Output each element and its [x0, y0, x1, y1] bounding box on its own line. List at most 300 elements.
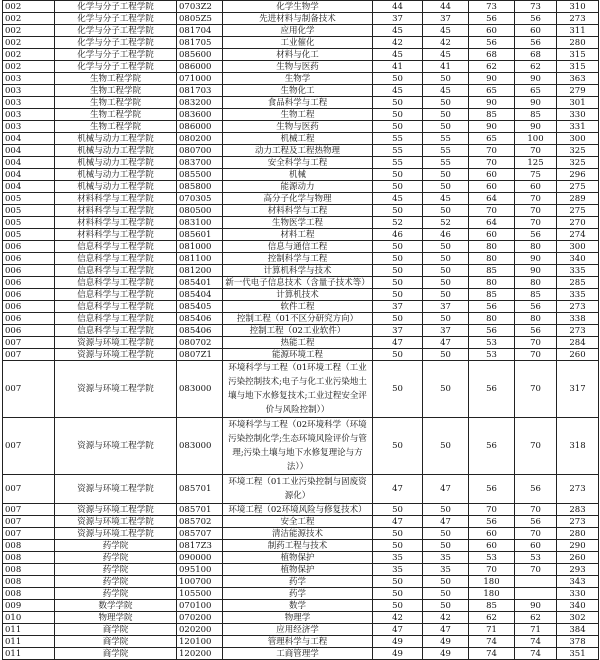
major-name-cell: 药学 [223, 576, 373, 588]
major-code-cell: 086000 [177, 61, 223, 73]
foreign-language-score-cell: 46 [423, 229, 469, 241]
college-code-cell: 007 [3, 516, 55, 528]
major-name-cell: 热能工程 [223, 337, 373, 349]
subject-two-score-cell: 80 [515, 277, 557, 289]
major-name-cell: 药学 [223, 588, 373, 600]
total-score-cell: 280 [557, 37, 599, 49]
college-code-cell: 004 [3, 133, 55, 145]
college-name-cell: 机械与动力工程学院 [55, 181, 177, 193]
foreign-language-score-cell: 55 [423, 157, 469, 169]
politics-score-cell: 47 [373, 475, 423, 504]
major-name-cell: 环境科学与工程（01环境工程（工业污染控制技术;电子与化工业污染地土壤与地下水修复技术;工业过程安全评价与风险控制）） [223, 361, 373, 418]
politics-score-cell: 50 [373, 418, 423, 475]
subject-one-score-cell: 80 [469, 253, 515, 265]
subject-one-score-cell: 62 [469, 61, 515, 73]
foreign-language-score-cell: 45 [423, 49, 469, 61]
college-code-cell: 005 [3, 217, 55, 229]
politics-score-cell: 44 [373, 1, 423, 13]
subject-two-score-cell: 70 [515, 349, 557, 361]
subject-one-score-cell: 64 [469, 217, 515, 229]
subject-two-score-cell: 68 [515, 49, 557, 61]
major-name-cell: 高分子化学与物理 [223, 193, 373, 205]
major-code-cell: 083100 [177, 217, 223, 229]
college-name-cell: 信息科学与工程学院 [55, 301, 177, 313]
politics-score-cell: 35 [373, 564, 423, 576]
subject-one-score-cell: 70 [469, 504, 515, 516]
major-name-cell: 环境工程（01工业污染控制与固废资源化） [223, 475, 373, 504]
foreign-language-score-cell: 37 [423, 13, 469, 25]
total-score-cell: 318 [557, 418, 599, 475]
college-code-cell: 008 [3, 576, 55, 588]
politics-score-cell: 50 [373, 109, 423, 121]
total-score-cell: 378 [557, 636, 599, 648]
major-code-cell: 120200 [177, 648, 223, 660]
foreign-language-score-cell: 44 [423, 1, 469, 13]
table-row [3, 277, 599, 289]
table-row [3, 85, 599, 97]
total-score-cell: 274 [557, 229, 599, 241]
total-score-cell: 260 [557, 349, 599, 361]
politics-score-cell: 45 [373, 25, 423, 37]
politics-score-cell: 50 [373, 73, 423, 85]
college-name-cell: 化学与分子工程学院 [55, 61, 177, 73]
college-code-cell: 008 [3, 540, 55, 552]
major-name-cell: 材料科学与工程 [223, 205, 373, 217]
total-score-cell: 340 [557, 600, 599, 612]
subject-one-score-cell: 56 [469, 361, 515, 418]
subject-two-score-cell [515, 588, 557, 600]
major-name-cell: 控制工程（01不区分研究方向） [223, 313, 373, 325]
foreign-language-score-cell: 37 [423, 325, 469, 337]
table-row [3, 600, 599, 612]
college-code-cell: 003 [3, 85, 55, 97]
total-score-cell: 310 [557, 1, 599, 13]
foreign-language-score-cell: 42 [423, 37, 469, 49]
foreign-language-score-cell: 50 [423, 349, 469, 361]
subject-one-score-cell: 60 [469, 229, 515, 241]
college-name-cell: 资源与环境工程学院 [55, 528, 177, 540]
foreign-language-score-cell: 50 [423, 277, 469, 289]
major-name-cell: 物理学 [223, 612, 373, 624]
politics-score-cell: 50 [373, 253, 423, 265]
subject-two-score-cell: 71 [515, 624, 557, 636]
total-score-cell: 335 [557, 265, 599, 277]
table-row [3, 516, 599, 528]
total-score-cell: 290 [557, 540, 599, 552]
subject-two-score-cell: 60 [515, 540, 557, 552]
major-code-cell: 0817Z3 [177, 540, 223, 552]
subject-one-score-cell: 80 [469, 277, 515, 289]
total-score-cell: 315 [557, 61, 599, 73]
major-name-cell: 制药工程与技术 [223, 540, 373, 552]
foreign-language-score-cell: 50 [423, 241, 469, 253]
major-code-cell: 085600 [177, 49, 223, 61]
major-code-cell: 020200 [177, 624, 223, 636]
politics-score-cell: 47 [373, 516, 423, 528]
politics-score-cell: 47 [373, 337, 423, 349]
college-name-cell: 材料科学与工程学院 [55, 193, 177, 205]
college-name-cell: 资源与环境工程学院 [55, 361, 177, 418]
table-row [3, 109, 599, 121]
major-code-cell: 081200 [177, 265, 223, 277]
total-score-cell: 363 [557, 73, 599, 85]
politics-score-cell: 49 [373, 636, 423, 648]
table-row [3, 265, 599, 277]
foreign-language-score-cell: 50 [423, 600, 469, 612]
subject-one-score-cell: 53 [469, 552, 515, 564]
subject-one-score-cell: 56 [469, 37, 515, 49]
subject-one-score-cell: 60 [469, 25, 515, 37]
major-code-cell: 090000 [177, 552, 223, 564]
subject-one-score-cell: 85 [469, 600, 515, 612]
politics-score-cell: 42 [373, 612, 423, 624]
foreign-language-score-cell: 37 [423, 301, 469, 313]
college-code-cell: 006 [3, 253, 55, 265]
politics-score-cell: 37 [373, 13, 423, 25]
college-code-cell: 006 [3, 301, 55, 313]
college-name-cell: 信息科学与工程学院 [55, 241, 177, 253]
college-name-cell: 化学与分子工程学院 [55, 1, 177, 13]
total-score-cell: 317 [557, 361, 599, 418]
subject-one-score-cell: 85 [469, 109, 515, 121]
subject-two-score-cell: 90 [515, 600, 557, 612]
major-name-cell: 食品科学与工程 [223, 97, 373, 109]
major-code-cell: 085601 [177, 229, 223, 241]
college-code-cell: 006 [3, 289, 55, 301]
total-score-cell: 325 [557, 157, 599, 169]
college-name-cell: 生物工程学院 [55, 121, 177, 133]
total-score-cell: 293 [557, 564, 599, 576]
college-code-cell: 007 [3, 504, 55, 516]
subject-one-score-cell: 70 [469, 157, 515, 169]
foreign-language-score-cell: 50 [423, 540, 469, 552]
college-code-cell: 006 [3, 241, 55, 253]
subject-two-score-cell: 70 [515, 361, 557, 418]
subject-one-score-cell: 56 [469, 301, 515, 313]
subject-one-score-cell: 80 [469, 241, 515, 253]
table-row [3, 121, 599, 133]
major-code-cell: 0805Z5 [177, 13, 223, 25]
foreign-language-score-cell: 50 [423, 169, 469, 181]
subject-one-score-cell: 60 [469, 169, 515, 181]
subject-two-score-cell: 56 [515, 13, 557, 25]
total-score-cell: 280 [557, 528, 599, 540]
politics-score-cell: 50 [373, 588, 423, 600]
total-score-cell: 285 [557, 277, 599, 289]
college-name-cell: 信息科学与工程学院 [55, 265, 177, 277]
major-code-cell: 080500 [177, 205, 223, 217]
college-code-cell: 004 [3, 145, 55, 157]
total-score-cell: 284 [557, 337, 599, 349]
subject-two-score-cell: 90 [515, 121, 557, 133]
college-name-cell: 机械与动力工程学院 [55, 133, 177, 145]
foreign-language-score-cell: 47 [423, 475, 469, 504]
major-code-cell: 070305 [177, 193, 223, 205]
politics-score-cell: 46 [373, 229, 423, 241]
foreign-language-score-cell: 55 [423, 133, 469, 145]
foreign-language-score-cell: 49 [423, 636, 469, 648]
major-name-cell: 环境工程（02环境风险与修复技术） [223, 504, 373, 516]
college-name-cell: 生物工程学院 [55, 73, 177, 85]
college-code-cell: 007 [3, 361, 55, 418]
subject-one-score-cell: 62 [469, 612, 515, 624]
politics-score-cell: 37 [373, 325, 423, 337]
college-code-cell: 005 [3, 229, 55, 241]
college-name-cell: 化学与分子工程学院 [55, 25, 177, 37]
table-row [3, 540, 599, 552]
major-code-cell: 085701 [177, 475, 223, 504]
foreign-language-score-cell: 50 [423, 73, 469, 85]
subject-one-score-cell: 85 [469, 289, 515, 301]
subject-two-score-cell: 85 [515, 289, 557, 301]
subject-one-score-cell: 180 [469, 576, 515, 588]
total-score-cell: 283 [557, 504, 599, 516]
foreign-language-score-cell: 50 [423, 265, 469, 277]
politics-score-cell: 50 [373, 576, 423, 588]
foreign-language-score-cell: 50 [423, 361, 469, 418]
college-name-cell: 资源与环境工程学院 [55, 349, 177, 361]
subject-two-score-cell: 75 [515, 169, 557, 181]
table-row [3, 576, 599, 588]
table-row [3, 1, 599, 13]
college-name-cell: 生物工程学院 [55, 85, 177, 97]
foreign-language-score-cell: 50 [423, 109, 469, 121]
subject-two-score-cell: 125 [515, 157, 557, 169]
table-row [3, 337, 599, 349]
subject-one-score-cell: 73 [469, 1, 515, 13]
college-name-cell: 商学院 [55, 624, 177, 636]
politics-score-cell: 35 [373, 552, 423, 564]
major-code-cell: 085800 [177, 181, 223, 193]
table-row [3, 361, 599, 418]
college-code-cell: 006 [3, 265, 55, 277]
foreign-language-score-cell: 50 [423, 253, 469, 265]
subject-two-score-cell: 70 [515, 564, 557, 576]
total-score-cell: 270 [557, 217, 599, 229]
subject-two-score-cell: 60 [515, 25, 557, 37]
college-name-cell: 化学与分子工程学院 [55, 37, 177, 49]
college-code-cell: 002 [3, 25, 55, 37]
table-row [3, 61, 599, 73]
foreign-language-score-cell: 55 [423, 145, 469, 157]
politics-score-cell: 50 [373, 600, 423, 612]
politics-score-cell: 50 [373, 169, 423, 181]
foreign-language-score-cell: 50 [423, 205, 469, 217]
subject-one-score-cell: 180 [469, 588, 515, 600]
table-row [3, 624, 599, 636]
table-row [3, 253, 599, 265]
college-name-cell: 物理学院 [55, 612, 177, 624]
foreign-language-score-cell: 47 [423, 337, 469, 349]
subject-two-score-cell: 85 [515, 109, 557, 121]
foreign-language-score-cell: 47 [423, 624, 469, 636]
major-code-cell: 070100 [177, 600, 223, 612]
foreign-language-score-cell: 35 [423, 564, 469, 576]
total-score-cell: 260 [557, 552, 599, 564]
politics-score-cell: 50 [373, 313, 423, 325]
subject-two-score-cell: 56 [515, 475, 557, 504]
major-name-cell: 生物与医药 [223, 121, 373, 133]
total-score-cell: 301 [557, 97, 599, 109]
politics-score-cell: 50 [373, 277, 423, 289]
table-row [3, 217, 599, 229]
college-code-cell: 004 [3, 157, 55, 169]
total-score-cell: 338 [557, 313, 599, 325]
major-code-cell: 083700 [177, 157, 223, 169]
major-name-cell: 管理科学与工程 [223, 636, 373, 648]
major-code-cell: 105500 [177, 588, 223, 600]
table-row [3, 25, 599, 37]
foreign-language-score-cell: 45 [423, 85, 469, 97]
politics-score-cell: 45 [373, 193, 423, 205]
major-code-cell: 083200 [177, 97, 223, 109]
college-code-cell: 003 [3, 73, 55, 85]
foreign-language-score-cell: 52 [423, 217, 469, 229]
subject-two-score-cell: 100 [515, 133, 557, 145]
major-name-cell: 生物学 [223, 73, 373, 85]
politics-score-cell: 42 [373, 37, 423, 49]
major-code-cell: 080200 [177, 133, 223, 145]
politics-score-cell: 55 [373, 133, 423, 145]
college-code-cell: 008 [3, 564, 55, 576]
subject-one-score-cell: 65 [469, 133, 515, 145]
subject-one-score-cell: 56 [469, 418, 515, 475]
major-code-cell: 081100 [177, 253, 223, 265]
total-score-cell: 340 [557, 253, 599, 265]
foreign-language-score-cell: 50 [423, 504, 469, 516]
subject-two-score-cell: 70 [515, 217, 557, 229]
politics-score-cell: 50 [373, 241, 423, 253]
major-code-cell: 081705 [177, 37, 223, 49]
college-code-cell: 007 [3, 337, 55, 349]
college-code-cell: 003 [3, 97, 55, 109]
college-name-cell: 机械与动力工程学院 [55, 157, 177, 169]
subject-two-score-cell: 62 [515, 612, 557, 624]
major-code-cell: 083000 [177, 418, 223, 475]
major-code-cell: 083600 [177, 109, 223, 121]
subject-two-score-cell: 56 [515, 325, 557, 337]
subject-two-score-cell: 90 [515, 73, 557, 85]
college-name-cell: 生物工程学院 [55, 109, 177, 121]
admission-score-table [2, 0, 599, 660]
table-row [3, 301, 599, 313]
table-row [3, 325, 599, 337]
subject-one-score-cell: 80 [469, 313, 515, 325]
subject-one-score-cell: 70 [469, 145, 515, 157]
major-name-cell: 安全工程 [223, 516, 373, 528]
college-name-cell: 药学院 [55, 552, 177, 564]
subject-two-score-cell: 53 [515, 552, 557, 564]
college-code-cell: 008 [3, 552, 55, 564]
total-score-cell: 325 [557, 145, 599, 157]
subject-two-score-cell: 90 [515, 253, 557, 265]
college-name-cell: 药学院 [55, 588, 177, 600]
subject-two-score-cell: 74 [515, 636, 557, 648]
total-score-cell: 351 [557, 648, 599, 660]
major-name-cell: 控制工程（02工业软件） [223, 325, 373, 337]
politics-score-cell: 50 [373, 361, 423, 418]
table-row [3, 97, 599, 109]
major-name-cell: 信息与通信工程 [223, 241, 373, 253]
total-score-cell: 273 [557, 325, 599, 337]
subject-one-score-cell: 85 [469, 265, 515, 277]
subject-two-score-cell: 56 [515, 229, 557, 241]
total-score-cell: 335 [557, 289, 599, 301]
subject-one-score-cell: 71 [469, 624, 515, 636]
total-score-cell: 330 [557, 588, 599, 600]
college-name-cell: 商学院 [55, 648, 177, 660]
politics-score-cell: 50 [373, 181, 423, 193]
subject-one-score-cell: 60 [469, 181, 515, 193]
foreign-language-score-cell: 49 [423, 648, 469, 660]
major-name-cell: 化学生物学 [223, 1, 373, 13]
major-name-cell: 生物化工 [223, 85, 373, 97]
table-row [3, 193, 599, 205]
major-name-cell: 应用经济学 [223, 624, 373, 636]
subject-two-score-cell: 70 [515, 145, 557, 157]
politics-score-cell: 37 [373, 301, 423, 313]
subject-two-score-cell: 60 [515, 181, 557, 193]
foreign-language-score-cell: 35 [423, 552, 469, 564]
major-name-cell: 工业催化 [223, 37, 373, 49]
college-code-cell: 002 [3, 37, 55, 49]
major-code-cell: 085500 [177, 169, 223, 181]
college-code-cell: 005 [3, 193, 55, 205]
subject-two-score-cell: 70 [515, 418, 557, 475]
college-code-cell: 007 [3, 418, 55, 475]
total-score-cell: 273 [557, 475, 599, 504]
table-row [3, 181, 599, 193]
foreign-language-score-cell: 47 [423, 516, 469, 528]
subject-two-score-cell [515, 576, 557, 588]
college-code-cell: 002 [3, 61, 55, 73]
major-name-cell: 控制科学与工程 [223, 253, 373, 265]
politics-score-cell: 50 [373, 289, 423, 301]
college-name-cell: 资源与环境工程学院 [55, 516, 177, 528]
major-name-cell: 新一代电子信息技术（含量子技术等） [223, 277, 373, 289]
subject-one-score-cell: 90 [469, 121, 515, 133]
major-name-cell: 植物保护 [223, 552, 373, 564]
table-row [3, 49, 599, 61]
subject-two-score-cell: 80 [515, 313, 557, 325]
politics-score-cell: 50 [373, 528, 423, 540]
subject-one-score-cell: 60 [469, 528, 515, 540]
major-code-cell: 095100 [177, 564, 223, 576]
major-code-cell: 0703Z2 [177, 1, 223, 13]
college-code-cell: 002 [3, 49, 55, 61]
major-code-cell: 085406 [177, 313, 223, 325]
table-row [3, 588, 599, 600]
foreign-language-score-cell: 50 [423, 418, 469, 475]
foreign-language-score-cell: 50 [423, 528, 469, 540]
total-score-cell: 311 [557, 25, 599, 37]
subject-one-score-cell: 68 [469, 49, 515, 61]
major-code-cell: 085401 [177, 277, 223, 289]
college-code-cell: 011 [3, 624, 55, 636]
college-name-cell: 信息科学与工程学院 [55, 325, 177, 337]
subject-one-score-cell: 56 [469, 13, 515, 25]
college-name-cell: 材料科学与工程学院 [55, 229, 177, 241]
subject-one-score-cell: 65 [469, 85, 515, 97]
subject-two-score-cell: 56 [515, 301, 557, 313]
college-name-cell: 数学学院 [55, 600, 177, 612]
college-code-cell: 004 [3, 169, 55, 181]
foreign-language-score-cell: 50 [423, 121, 469, 133]
major-name-cell: 机械 [223, 169, 373, 181]
total-score-cell: 343 [557, 576, 599, 588]
politics-score-cell: 50 [373, 504, 423, 516]
subject-one-score-cell: 74 [469, 636, 515, 648]
